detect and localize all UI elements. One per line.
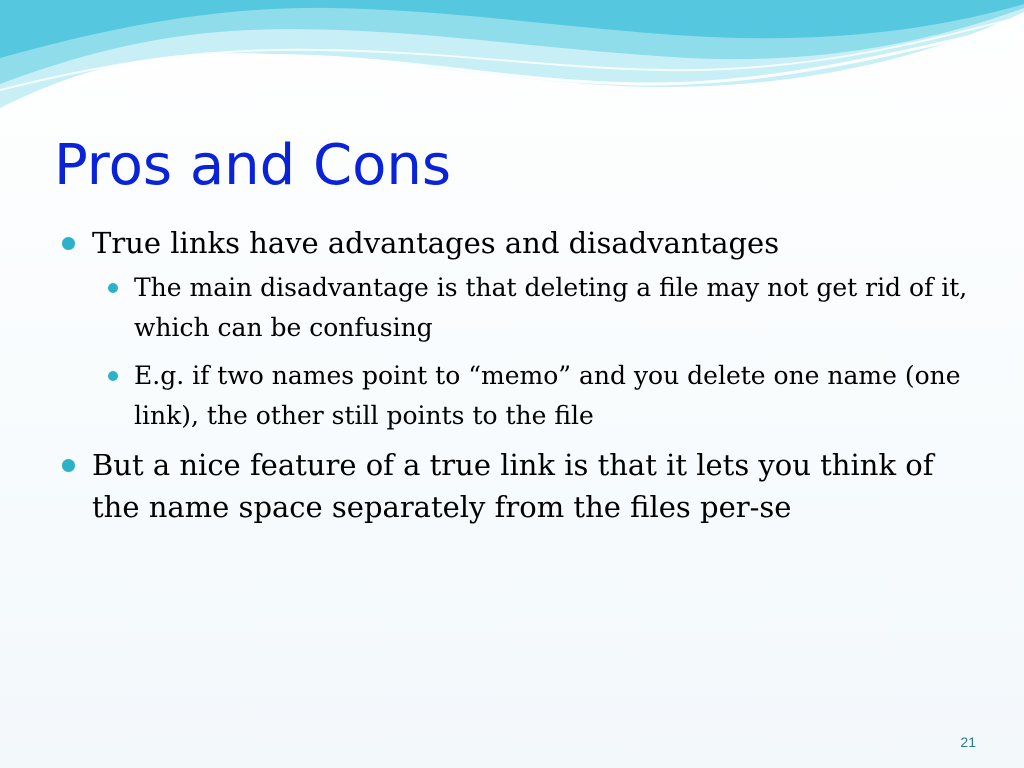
bullet-dot-icon [62, 459, 75, 472]
sub-bullet-item [102, 356, 980, 436]
sub-bullet-dot-icon [108, 283, 118, 293]
page-number: 21 [960, 734, 976, 750]
bullet-dot-icon [62, 237, 75, 250]
slide-title: Pros and Cons [54, 133, 452, 198]
sub-bullet-text: The main disadvantage is that deleting a file may not get rid of it, which can be confusing [134, 273, 968, 342]
sub-bullet-dot-icon [108, 371, 118, 381]
bullet-text: True links have advantages and disadvantages [92, 226, 780, 260]
sub-bullet-item [102, 268, 980, 348]
decorative-wave-header [0, 0, 1024, 130]
sub-bullet-text: E.g. if two names point to “memo” and you delete one name (one link), the other still points to the file [134, 361, 961, 430]
bullet-item [60, 444, 980, 528]
bullet-text: But a nice feature of a true link is that it lets you think of the name space separately from the files per-se [92, 448, 934, 524]
bullet-item [60, 222, 980, 264]
slide-body [60, 222, 980, 532]
